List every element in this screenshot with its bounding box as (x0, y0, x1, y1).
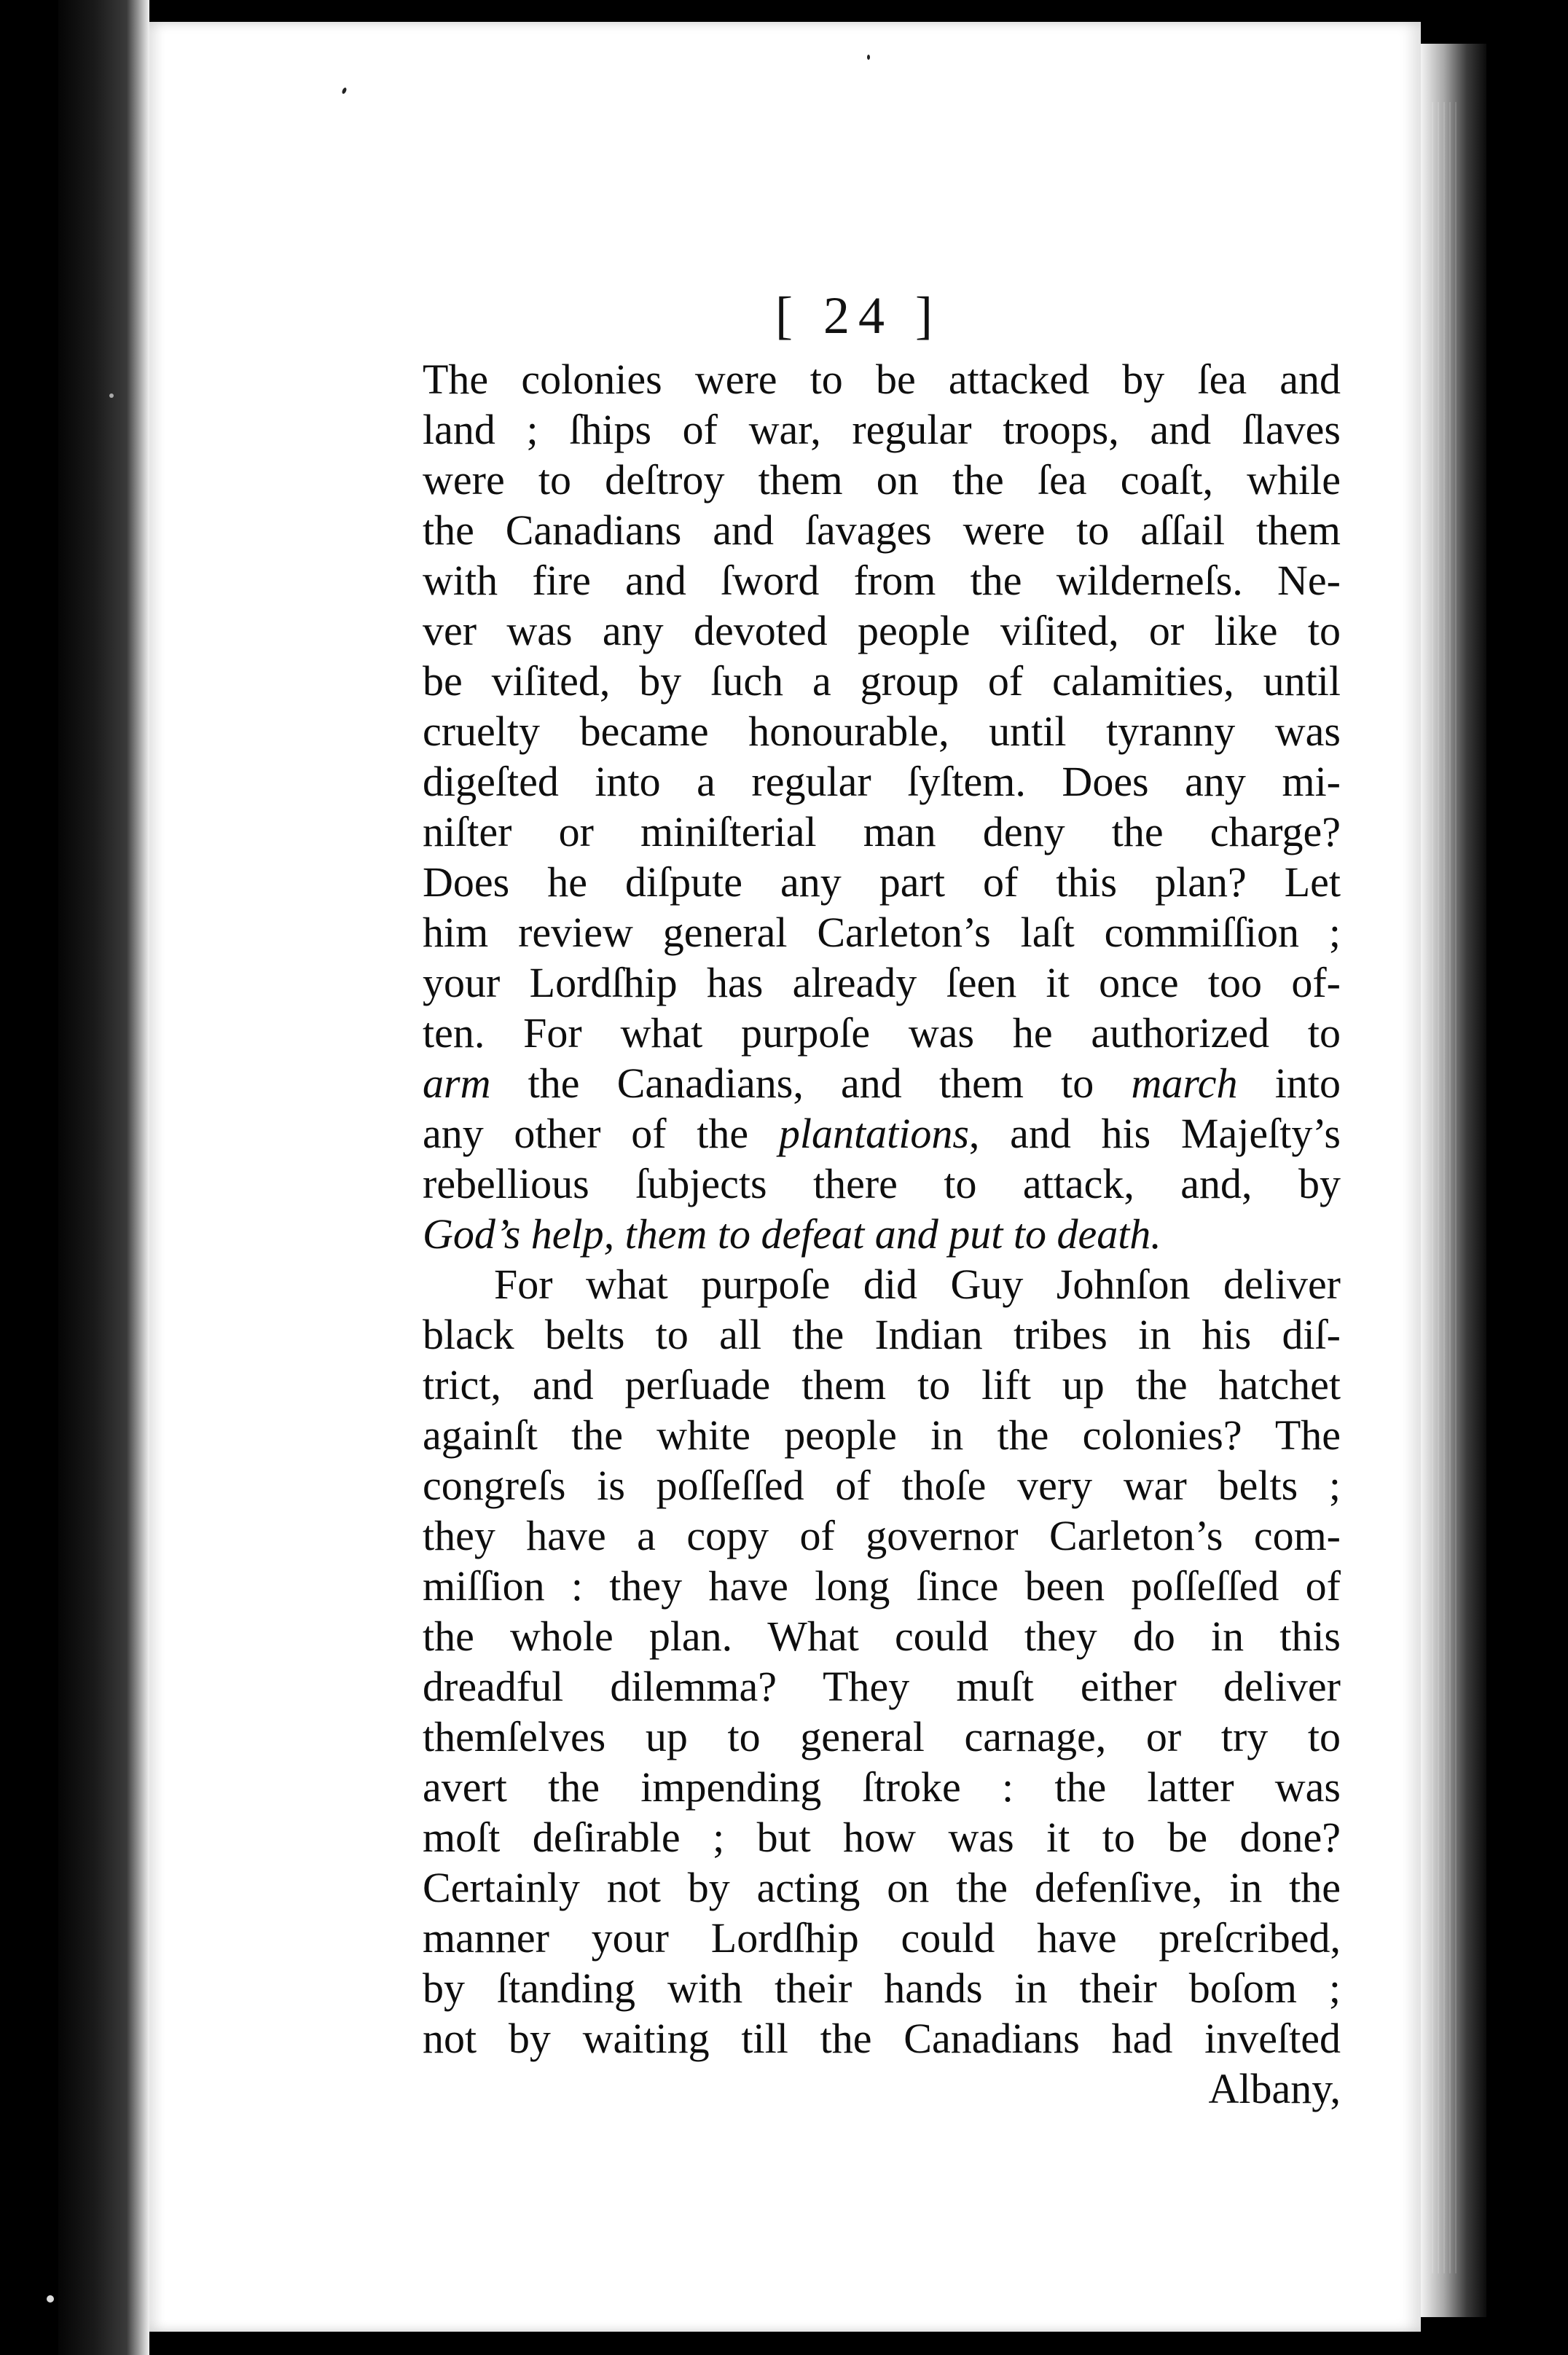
text-block (423, 354, 1341, 2114)
page-edge-stack (1432, 102, 1461, 2273)
text-line: ver was any devoted people viſited, or like to (423, 607, 1341, 654)
text-line: ten. For what purpoſe was he authorized to (423, 1009, 1341, 1057)
text-line: niſter or miniſterial man deny the charge? (423, 808, 1341, 855)
text-line: againſt the white people in the colonies? The (423, 1411, 1341, 1459)
text-line: dreadful dilemma? They muſt either deliver (423, 1663, 1341, 1710)
text-line: land ; ſhips of war, regular troops, and ſlaves (423, 406, 1341, 453)
text-line: miſſion : they have long ſince been poſſeſſed of (423, 1562, 1341, 1610)
text-line: him review general Carleton’s laſt commiſſion ; (423, 909, 1341, 956)
text-line: digeſted into a regular ſyſtem. Does any mi- (423, 758, 1341, 805)
ink-speck (47, 2295, 54, 2303)
catchword: Albany, (1208, 2065, 1341, 2112)
text-line: manner your Lordſhip could have preſcribed, (423, 1914, 1341, 1962)
text-line: they have a copy of governor Carleton’s com- (423, 1512, 1341, 1559)
paragraph-first-line: For what purpoſe did Guy Johnſon deliver (494, 1261, 1341, 1308)
text-line: trict, and perſuade them to lift up the hatchet (423, 1361, 1341, 1408)
text-line: be viſited, by ſuch a group of calamities, until (423, 657, 1341, 705)
text-line: congreſs is poſſeſſed of thoſe very war belts ; (423, 1462, 1341, 1509)
text-line: by ſtanding with their hands in their boſom ; (423, 1964, 1341, 2012)
italic-phrase: God’s help, them to defeat and put to death. (423, 1210, 1161, 1258)
italic-word: plantations (778, 1110, 969, 1157)
ink-speck (109, 393, 114, 398)
text-line: rebellious ſubjects there to attack, and, by (423, 1160, 1341, 1207)
text-line: not by waiting till the Canadians had inveſted (423, 2015, 1341, 2062)
text-line: your Lordſhip has already ſeen it once too of- (423, 959, 1341, 1006)
book-gutter (58, 0, 149, 2355)
text-line: themſelves up to general carnage, or try to (423, 1713, 1341, 1760)
text-line: black belts to all the Indian tribes in his diſ- (423, 1311, 1341, 1358)
text-line: Certainly not by acting on the defenſive, in the (423, 1864, 1341, 1911)
text-line: avert the impending ſtroke : the latter was (423, 1763, 1341, 1811)
text-fragment: any other of the (423, 1110, 779, 1157)
text-line: cruelty became honourable, until tyranny was (423, 708, 1341, 755)
italic-text-line (423, 1209, 1341, 1259)
text-line-with-italics (423, 1058, 1341, 1108)
text-line-with-italics (423, 1108, 1341, 1159)
text-fragment: the Canadians, and them to (490, 1059, 1132, 1107)
text-line: were to deſtroy them on the ſea coaſt, while (423, 456, 1341, 503)
text-line: the Canadians and ſavages were to aſſail them (423, 506, 1341, 554)
text-line: with fire and ſword from the wilderneſs. Ne- (423, 557, 1341, 604)
italic-word: arm (423, 1059, 491, 1107)
text-line: moſt deſirable ; but how was it to be done? (423, 1814, 1341, 1861)
text-line: The colonies were to be attacked by ſea and (423, 356, 1341, 403)
text-line: Does he diſpute any part of this plan? Let (423, 858, 1341, 906)
italic-word: march (1131, 1059, 1238, 1107)
text-fragment: , and his Majeſty’s (968, 1110, 1341, 1157)
page-number: [ 24 ] (775, 286, 941, 345)
text-line: the whole plan. What could they do in this (423, 1613, 1341, 1660)
ink-speck (867, 55, 870, 60)
text-fragment: into (1237, 1059, 1341, 1107)
